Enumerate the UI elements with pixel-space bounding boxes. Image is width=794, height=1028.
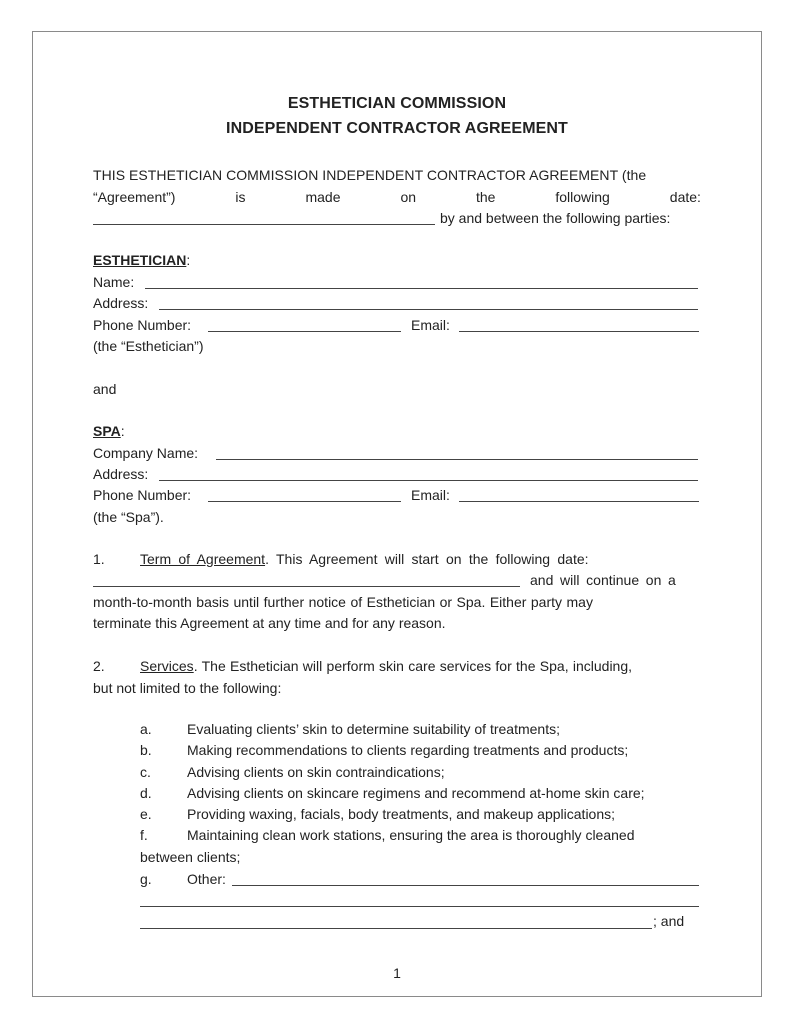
section1-heading: Term of Agreement	[140, 551, 266, 567]
spa-address-label: Address:	[93, 466, 149, 482]
section1-line2-tail: and will continue on a	[530, 572, 676, 588]
spa-email-label: Email:	[411, 487, 450, 503]
service-item-text: Advising clients on skin contraindications;	[187, 764, 445, 780]
intro-word: made	[305, 189, 341, 205]
esthetician-name-field[interactable]	[145, 288, 698, 289]
section2-number: 2.	[93, 658, 105, 674]
section1-line-3: month-to-month basis until further notice of Esthetician or Spa. Either party may	[93, 594, 593, 610]
document-title-line1: ESTHETICIAN COMMISSION	[287, 95, 507, 112]
section1-line1-rest: . This Agreement will start on the following date:	[265, 551, 589, 567]
esthetician-phone-field[interactable]	[208, 331, 401, 332]
spa-company-label: Company Name:	[93, 445, 199, 461]
spa-phone-field[interactable]	[208, 501, 401, 502]
service-item-letter: a.	[140, 721, 152, 737]
esthetician-address-label: Address:	[93, 295, 149, 311]
esthetician-heading-text: ESTHETICIAN	[93, 252, 187, 268]
intro-line-1: THIS ESTHETICIAN COMMISSION INDEPENDENT CONTRACTOR AGREEMENT (the	[93, 167, 647, 183]
service-item-text: Advising clients on skincare regimens and recommend at-home skin care;	[187, 785, 645, 801]
intro-word: following	[555, 189, 610, 205]
esthetician-heading-colon: :	[186, 252, 191, 268]
item-g-tail: ; and	[653, 913, 685, 929]
page-number: 1	[393, 965, 401, 981]
other-services-field-3[interactable]	[140, 928, 652, 929]
intro-word: “Agreement”)	[93, 189, 176, 205]
esthetician-address-field[interactable]	[159, 309, 698, 310]
section1-line-4: terminate this Agreement at any time and for any reason.	[93, 615, 446, 631]
spa-closing: (the “Spa”).	[93, 509, 164, 525]
esthetician-email-field[interactable]	[459, 331, 699, 332]
service-item-letter: e.	[140, 806, 152, 822]
intro-line-2	[93, 188, 701, 206]
service-item-continuation: between clients;	[140, 849, 241, 865]
spa-address-field[interactable]	[159, 480, 698, 481]
other-services-field-1[interactable]	[232, 885, 699, 886]
section1-line-1	[140, 550, 589, 568]
intro-word: on	[400, 189, 417, 205]
service-item-text: Providing waxing, facials, body treatments, and makeup applications;	[187, 806, 616, 822]
esthetician-email-label: Email:	[411, 317, 450, 333]
other-label: Other:	[187, 871, 226, 887]
section2-line-1	[140, 657, 632, 675]
section2-line-2: but not limited to the following:	[93, 680, 282, 696]
intro-line-3-tail: by and between the following parties:	[440, 210, 671, 226]
esthetician-phone-label: Phone Number:	[93, 317, 192, 333]
spa-heading-colon: :	[120, 423, 125, 439]
spa-email-field[interactable]	[459, 501, 699, 502]
service-item-letter: b.	[140, 742, 152, 758]
service-item-text: Making recommendations to clients regarding treatments and products;	[187, 742, 629, 758]
service-item-letter: c.	[140, 764, 151, 780]
service-item-letter: g.	[140, 871, 152, 887]
spa-phone-label: Phone Number:	[93, 487, 192, 503]
section2-line1-rest: . The Esthetician will perform skin care services for the Spa, including,	[193, 658, 633, 674]
and-text: and	[93, 381, 117, 397]
section2-heading: Services	[140, 658, 194, 674]
service-item-letter: f.	[140, 827, 148, 843]
intro-word: date:	[669, 189, 701, 205]
agreement-date-field[interactable]	[93, 224, 435, 225]
service-item-text: Maintaining clean work stations, ensuring the area is thoroughly cleaned	[187, 827, 635, 843]
other-services-field-2[interactable]	[140, 906, 699, 907]
intro-word: the	[475, 189, 496, 205]
esthetician-heading	[93, 251, 190, 269]
term-start-date-field[interactable]	[93, 586, 520, 587]
section1-number: 1.	[93, 551, 105, 567]
service-item-text: Evaluating clients’ skin to determine suitability of treatments;	[187, 721, 560, 737]
intro-word: is	[235, 189, 246, 205]
service-item-letter: d.	[140, 785, 152, 801]
esthetician-closing: (the “Esthetician”)	[93, 338, 204, 354]
document-title-line2: INDEPENDENT CONTRACTOR AGREEMENT	[226, 120, 568, 137]
spa-heading	[93, 422, 125, 440]
esthetician-name-label: Name:	[93, 274, 135, 290]
spa-company-field[interactable]	[216, 459, 698, 460]
spa-heading-text: SPA	[93, 423, 121, 439]
